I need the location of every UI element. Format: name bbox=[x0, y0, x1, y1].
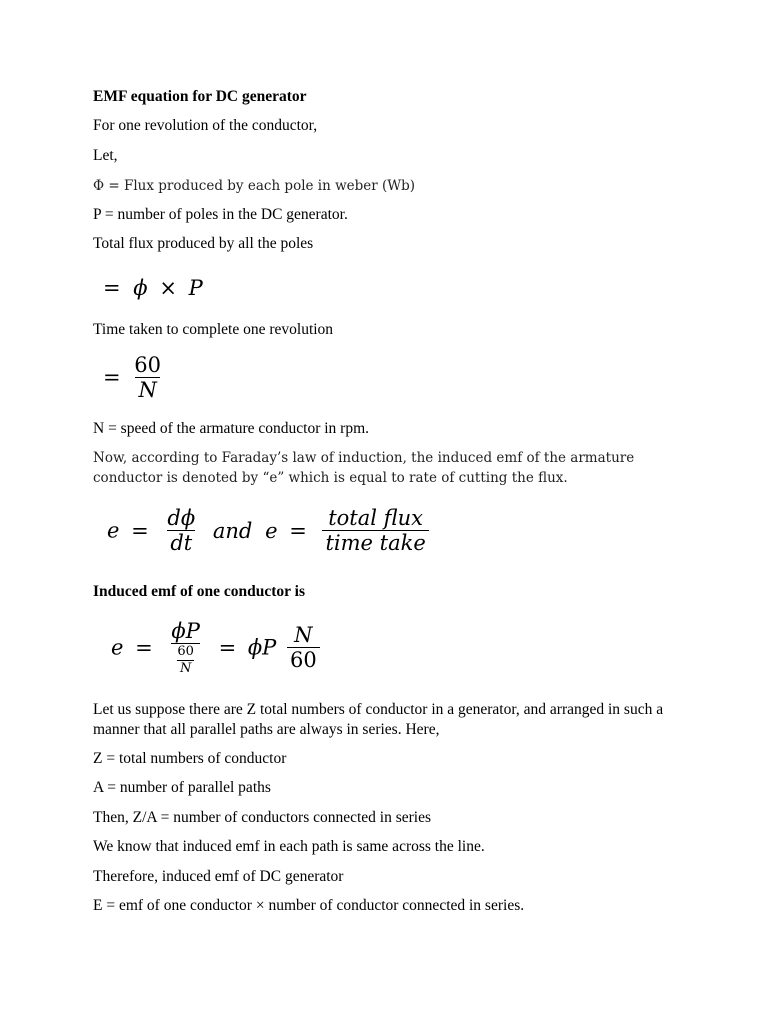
eq1-equals: = bbox=[103, 276, 121, 300]
eq3-denominator2: time take bbox=[322, 530, 428, 554]
poles-definition: P = number of poles in the DC generator. bbox=[93, 206, 348, 223]
flux-definition: Φ = Flux produced by each pole in weber (Wb) bbox=[93, 178, 416, 194]
eq4-equals1: = bbox=[135, 635, 153, 660]
eq4-e: e bbox=[111, 635, 124, 660]
eq4-inner-numerator: 60 bbox=[177, 644, 194, 660]
eq3-fraction2 bbox=[322, 507, 428, 554]
know-paragraph: We know that induced emf in each path is same across the line. bbox=[93, 838, 485, 855]
eq4-phiP: ϕP bbox=[247, 635, 277, 660]
eq4-denominator1 bbox=[171, 643, 200, 675]
eq2-denominator: N bbox=[135, 377, 159, 401]
eq3-fraction1 bbox=[164, 507, 198, 554]
equation-induced-emf bbox=[111, 620, 324, 675]
section-heading: EMF equation for DC generator bbox=[93, 88, 307, 105]
eq3-e1: e bbox=[107, 518, 120, 543]
suppose-paragraph: Let us suppose there are Z total numbers of conductor in a generator, and arranged in such a manner that all parallel paths are always in series. Here, bbox=[93, 701, 664, 738]
eq3-and: and bbox=[212, 518, 253, 543]
therefore-paragraph: Therefore, induced emf of DC generator bbox=[93, 868, 344, 885]
eq4-fraction2 bbox=[287, 624, 320, 671]
eq3-equals1: = bbox=[131, 518, 149, 543]
eq1-p: P bbox=[188, 276, 203, 300]
eq1-times: × bbox=[159, 276, 177, 300]
equation-time bbox=[103, 354, 168, 401]
eq3-equals2: = bbox=[289, 518, 307, 543]
eq4-denominator2: 60 bbox=[287, 647, 320, 671]
eq4-inner-denominator: N bbox=[177, 660, 194, 676]
eq2-equals: = bbox=[103, 365, 121, 390]
eq4-inner-fraction bbox=[174, 645, 197, 675]
eq1-phi: ϕ bbox=[133, 276, 148, 300]
time-label: Time taken to complete one revolution bbox=[93, 321, 334, 338]
paragraph-let: Let, bbox=[93, 147, 118, 164]
eq2-numerator: 60 bbox=[134, 353, 162, 377]
eq4-equals2: = bbox=[218, 635, 237, 660]
a-definition: A = number of parallel paths bbox=[93, 779, 271, 796]
then-paragraph: Then, Z/A = number of conductors connected in series bbox=[93, 809, 432, 826]
eq3-denominator1: dt bbox=[167, 530, 195, 554]
paragraph-revolution: For one revolution of the conductor, bbox=[93, 117, 318, 134]
eq4-numerator2: N bbox=[294, 623, 313, 648]
total-flux-label: Total flux produced by all the poles bbox=[93, 235, 314, 252]
equation-faraday bbox=[107, 507, 433, 554]
final-paragraph: E = emf of one conductor × number of conductor connected in series. bbox=[93, 897, 525, 914]
eq3-numerator2: total flux bbox=[328, 506, 424, 530]
equation-total-flux bbox=[103, 276, 203, 300]
eq2-fraction bbox=[131, 354, 164, 401]
eq4-fraction1 bbox=[168, 620, 202, 675]
induced-emf-heading: Induced emf of one conductor is bbox=[93, 583, 305, 600]
speed-definition: N = speed of the armature conductor in rpm. bbox=[93, 420, 370, 437]
eq3-numerator1: dϕ bbox=[167, 506, 196, 530]
eq4-numerator1: ϕP bbox=[171, 619, 200, 643]
z-definition: Z = total numbers of conductor bbox=[93, 750, 287, 767]
eq3-e2: e bbox=[265, 518, 278, 543]
faraday-paragraph: Now, according to Faraday’s law of induction, the induced emf of the armature conductor is denoted by “e” which is equal to rate of cutting the flux. bbox=[93, 450, 635, 486]
